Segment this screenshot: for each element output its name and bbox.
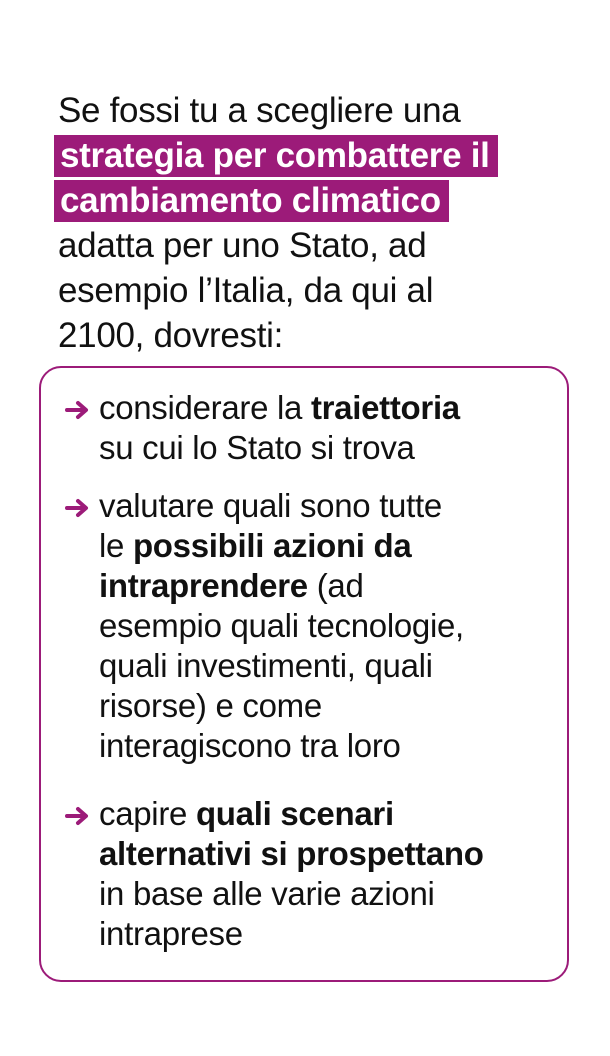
arrow-right-icon [65,498,91,518]
intro-line-5: esempio l’Italia, da qui al [58,271,434,310]
item-2-text-ad: (ad [307,567,364,604]
intro-question [58,88,578,358]
item-2-line-1: valutare quali sono tutte [99,487,442,524]
item-1-line-2: su cui lo Stato si trova [99,429,415,466]
item-2-line-6: risorse) e come [99,687,322,724]
highlight-climate-change: cambiamento climatico [54,180,449,222]
highlight-strategy: strategia per combattere il [54,135,498,177]
intro-line-1: Se fossi tu a scegliere una [58,91,461,130]
item-1-bold-traiettoria: traiettoria [310,389,460,426]
item-2-line-7: interagiscono tra loro [99,727,401,764]
item-2-bold-azioni: possibili azioni da [132,527,412,564]
item-3-bold-scenari: quali scenari [195,795,394,832]
item-2-line-4: esempio quali tecnologie, [99,607,464,644]
item-3-line-3: in base alle varie azioni [99,875,435,912]
item-1-text-a: considerare la [99,389,311,426]
arrow-right-icon [65,806,91,826]
answer-box [39,366,569,982]
item-3-bold-alternativi: alternativi si prospettano [99,835,484,872]
item-2-bold-intraprendere: intraprendere [99,567,308,604]
item-2-text-a: le [99,527,133,564]
arrow-right-icon [65,400,91,420]
item-3-line-4: intraprese [99,915,243,952]
intro-line-4: adatta per uno Stato, ad [58,226,427,265]
item-3-text-a: capire [99,795,196,832]
intro-line-6: 2100, dovresti: [58,316,284,355]
item-2-line-5: quali investimenti, quali [99,647,433,684]
